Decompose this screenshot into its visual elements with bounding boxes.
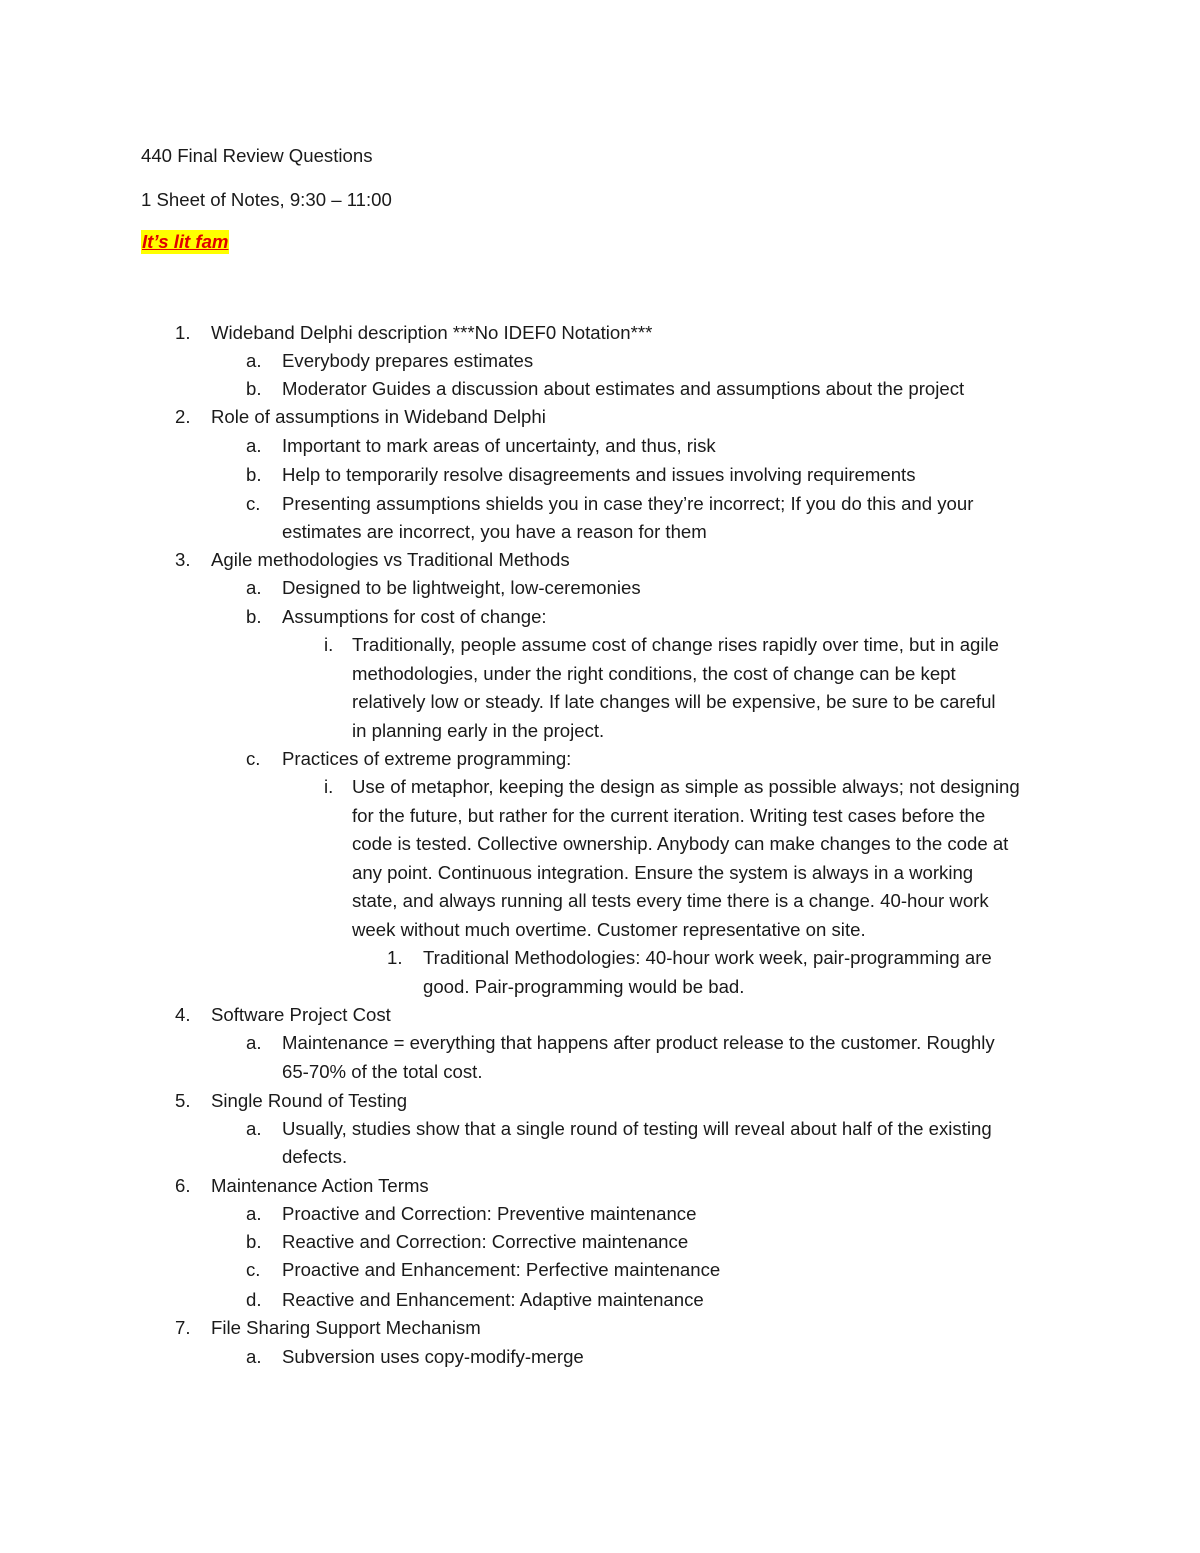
list-marker: 1. [387,947,403,968]
list-marker: i. [324,776,334,797]
list-item: Reactive and Enhancement: Adaptive maintenance [282,1289,704,1310]
list-item: Reactive and Correction: Corrective maintenance [282,1231,689,1252]
list-item-continuation: in planning early in the project. [352,720,605,741]
list-marker: b. [246,1231,262,1252]
list-item: Software Project Cost [211,1004,391,1025]
list-item: Usually, studies show that a single round of testing will reveal about half of the existing [282,1118,992,1139]
list-marker: c. [246,1259,261,1280]
list-marker: d. [246,1289,262,1310]
list-marker: a. [246,577,262,598]
list-item-continuation: for the future, but rather for the current iteration. Writing test cases before the [352,805,986,826]
list-item: Help to temporarily resolve disagreements and issues involving requirements [282,464,916,485]
list-marker: 4. [175,1004,191,1025]
list-item: Single Round of Testing [211,1090,408,1111]
list-marker: b. [246,378,262,399]
list-item-continuation: estimates are incorrect, you have a reason for them [282,521,707,542]
highlighted-note: It’s lit fam [142,231,229,252]
list-item: File Sharing Support Mechanism [211,1317,481,1338]
list-item: Important to mark areas of uncertainty, and thus, risk [282,435,716,456]
document-subtitle: 1 Sheet of Notes, 9:30 – 11:00 [141,189,392,210]
list-item: Presenting assumptions shields you in case they’re incorrect; If you do this and your [282,493,974,514]
list-item-continuation: relatively low or steady. If late changes will be expensive, be sure to be careful [352,691,996,712]
list-item: Maintenance Action Terms [211,1175,429,1196]
list-item-continuation: code is tested. Collective ownership. Anybody can make changes to the code at [352,833,1009,854]
list-item-continuation: week without much overtime. Customer representative on site. [352,919,866,940]
list-item: Everybody prepares estimates [282,350,534,371]
list-marker: a. [246,350,262,371]
list-item: Use of metaphor, keeping the design as simple as possible always; not designing [352,776,1020,797]
list-marker: a. [246,435,262,456]
list-item-continuation: 65-70% of the total cost. [282,1061,483,1082]
list-item: Assumptions for cost of change: [282,606,547,627]
list-item: Subversion uses copy-modify-merge [282,1346,584,1367]
list-item: Wideband Delphi description ***No IDEF0 Notation*** [211,322,653,343]
list-item: Practices of extreme programming: [282,748,572,769]
list-item: Agile methodologies vs Traditional Methods [211,549,570,570]
list-item: Proactive and Correction: Preventive maintenance [282,1203,697,1224]
list-marker: a. [246,1346,262,1367]
list-item-continuation: state, and always running all tests every time there is a change. 40-hour work [352,890,989,911]
list-marker: a. [246,1032,262,1053]
list-item: Moderator Guides a discussion about estimates and assumptions about the project [282,378,965,399]
list-item-continuation: any point. Continuous integration. Ensure the system is always in a working [352,862,974,883]
list-item: Designed to be lightweight, low-ceremonies [282,577,641,598]
list-marker: 6. [175,1175,191,1196]
list-marker: 2. [175,406,191,427]
list-item: Proactive and Enhancement: Perfective maintenance [282,1259,721,1280]
list-item: Maintenance = everything that happens after product release to the customer. Roughly [282,1032,995,1053]
list-marker: b. [246,464,262,485]
list-item-continuation: good. Pair-programming would be bad. [423,976,745,997]
list-marker: c. [246,748,261,769]
list-item: Traditionally, people assume cost of change rises rapidly over time, but in agile [352,634,999,655]
list-marker: b. [246,606,262,627]
list-marker: a. [246,1118,262,1139]
list-item: Traditional Methodologies: 40-hour work week, pair-programming are [423,947,992,968]
list-marker: c. [246,493,261,514]
list-marker: 1. [175,322,191,343]
list-marker: 5. [175,1090,191,1111]
list-item-continuation: defects. [282,1146,348,1167]
list-marker: i. [324,634,334,655]
list-item: Role of assumptions in Wideband Delphi [211,406,546,427]
list-item-continuation: methodologies, under the right conditions, the cost of change can be kept [352,663,956,684]
list-marker: 7. [175,1317,191,1338]
document-title: 440 Final Review Questions [141,145,373,166]
list-marker: a. [246,1203,262,1224]
list-marker: 3. [175,549,191,570]
